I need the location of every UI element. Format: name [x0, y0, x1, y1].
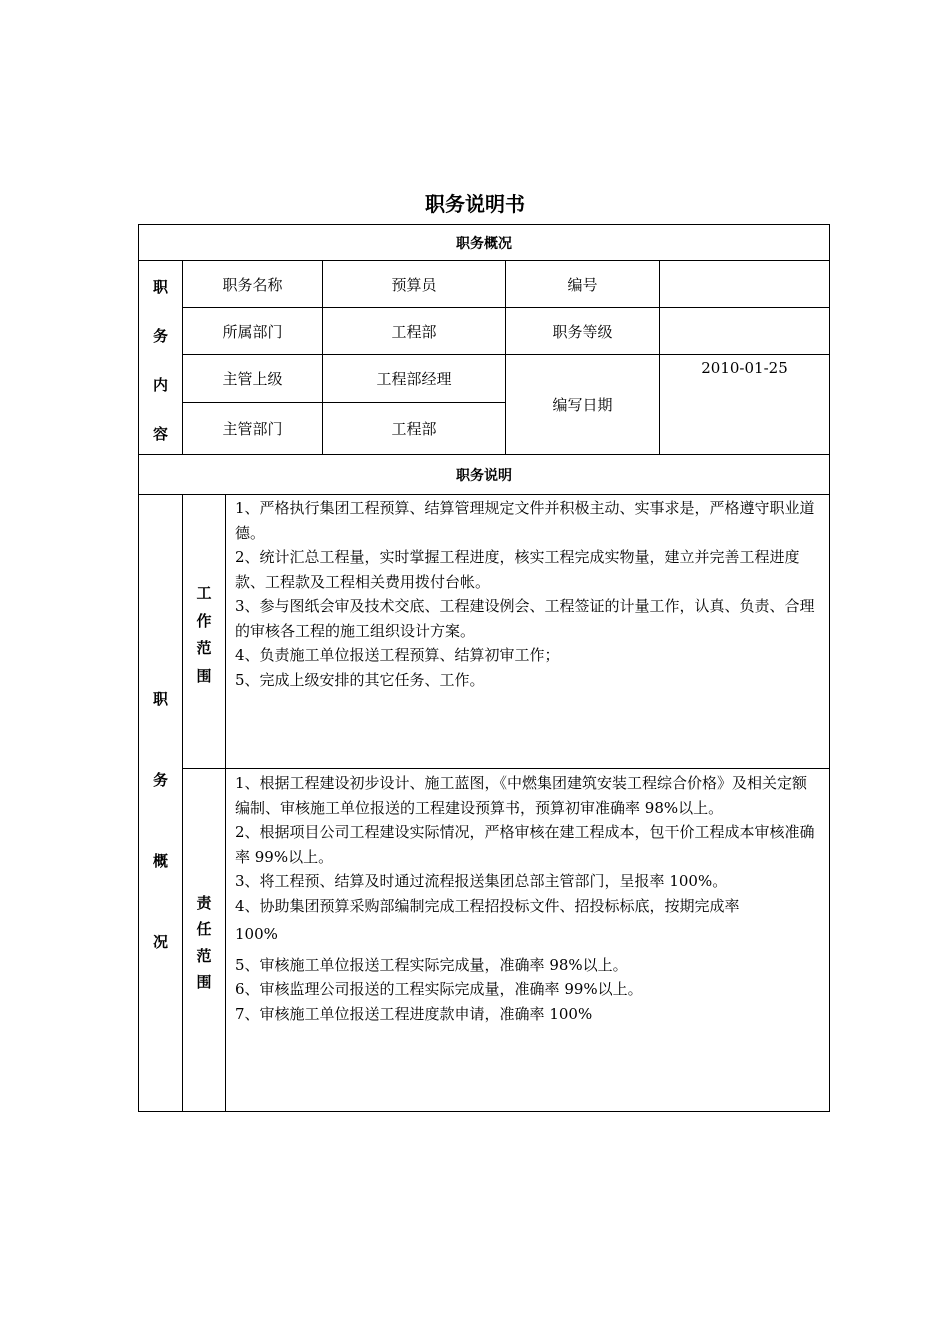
description-header: 职务说明 [456, 467, 512, 484]
managing-dept-value: 工程部 [391, 420, 437, 438]
work-scope-text [235, 496, 821, 692]
department-label: 所属部门 [222, 322, 283, 341]
job-name-label: 职务名称 [222, 275, 283, 294]
side-char: 况 [152, 933, 168, 951]
side-char: 务 [152, 327, 168, 345]
responsibility-item: 100% [235, 925, 278, 943]
document-title: 职务说明书 [425, 192, 525, 216]
work-scope-label [183, 582, 225, 686]
job-grade-value [660, 308, 829, 354]
work-item: 5、完成上级安排的其它任务、工作。 [235, 670, 485, 689]
job-number-label: 编号 [567, 275, 598, 294]
scope-char: 范 [196, 946, 212, 965]
work-item: 2、统计汇总工程量，实时掌握工程进度，核实工程完成实物量，建立并完善工程进度款、工程款及工程相关费用拨付台帐。 [235, 548, 800, 591]
responsibility-scope-text [235, 771, 821, 1026]
date-label: 编写日期 [552, 396, 613, 414]
side-char: 职 [152, 278, 168, 296]
side-char: 内 [152, 376, 168, 394]
responsibility-item: 2、根据项目公司工程建设实际情况，严格审核在建工程成本，包干价工程成本审核准确率 99%以上。 [235, 823, 815, 866]
responsibility-item: 1、根据工程建设初步设计、施工蓝图，《中燃集团建筑安装工程综合价格》及相关定额编制、审核施工单位报送的工程建设预算书，预算初审准确率 98%以上。 [235, 774, 808, 817]
scope-char: 责 [196, 894, 212, 912]
job-grade-label: 职务等级 [552, 322, 613, 341]
job-number-value [660, 261, 829, 307]
responsibility-item: 5、审核施工单位报送工程实际完成量，准确率 98%以上。 [235, 955, 628, 974]
date-value: 2010-01-25 [701, 359, 788, 377]
description-side-label [139, 688, 182, 952]
managing-dept-label: 主管部门 [222, 420, 283, 438]
side-char: 务 [152, 771, 168, 789]
supervisor-label: 主管上级 [222, 370, 283, 388]
scope-char: 工 [196, 584, 212, 602]
work-item: 4、负责施工单位报送工程预算、结算初审工作； [235, 646, 560, 664]
work-item: 3、参与图纸会审及技术交底、工程建设例会、工程签证的计量工作，认真、负责、合理的审核各工程的施工组织设计方案。 [235, 597, 815, 640]
supervisor-value: 工程部经理 [376, 370, 452, 388]
responsibility-scope-label [183, 892, 225, 992]
responsibility-item: 3、将工程预、结算及时通过流程报送集团总部主管部门，呈报率 100%。 [235, 872, 728, 890]
work-item: 1、严格执行集团工程预算、结算管理规定文件并积极主动、实事求是，严格遵守职业道德。 [235, 499, 815, 542]
scope-char: 围 [196, 972, 212, 991]
scope-char: 作 [196, 611, 212, 630]
overview-side-label [139, 276, 182, 444]
responsibility-item: 7、审核施工单位报送工程进度款申请，准确率 100% [235, 1004, 593, 1023]
scope-char: 任 [196, 920, 212, 939]
department-value: 工程部 [391, 322, 437, 341]
job-name-value: 预算员 [391, 275, 437, 294]
scope-char: 围 [196, 666, 212, 685]
responsibility-item: 6、审核监理公司报送的工程实际完成量，准确率 99%以上。 [235, 980, 643, 998]
side-char: 职 [152, 690, 168, 708]
overview-header: 职务概况 [456, 235, 512, 252]
side-char: 容 [152, 425, 168, 443]
responsibility-item: 4、协助集团预算采购部编制完成工程招投标文件、招投标标底，按期完成率 [235, 896, 740, 915]
side-char: 概 [152, 852, 168, 870]
scope-char: 范 [196, 639, 212, 658]
